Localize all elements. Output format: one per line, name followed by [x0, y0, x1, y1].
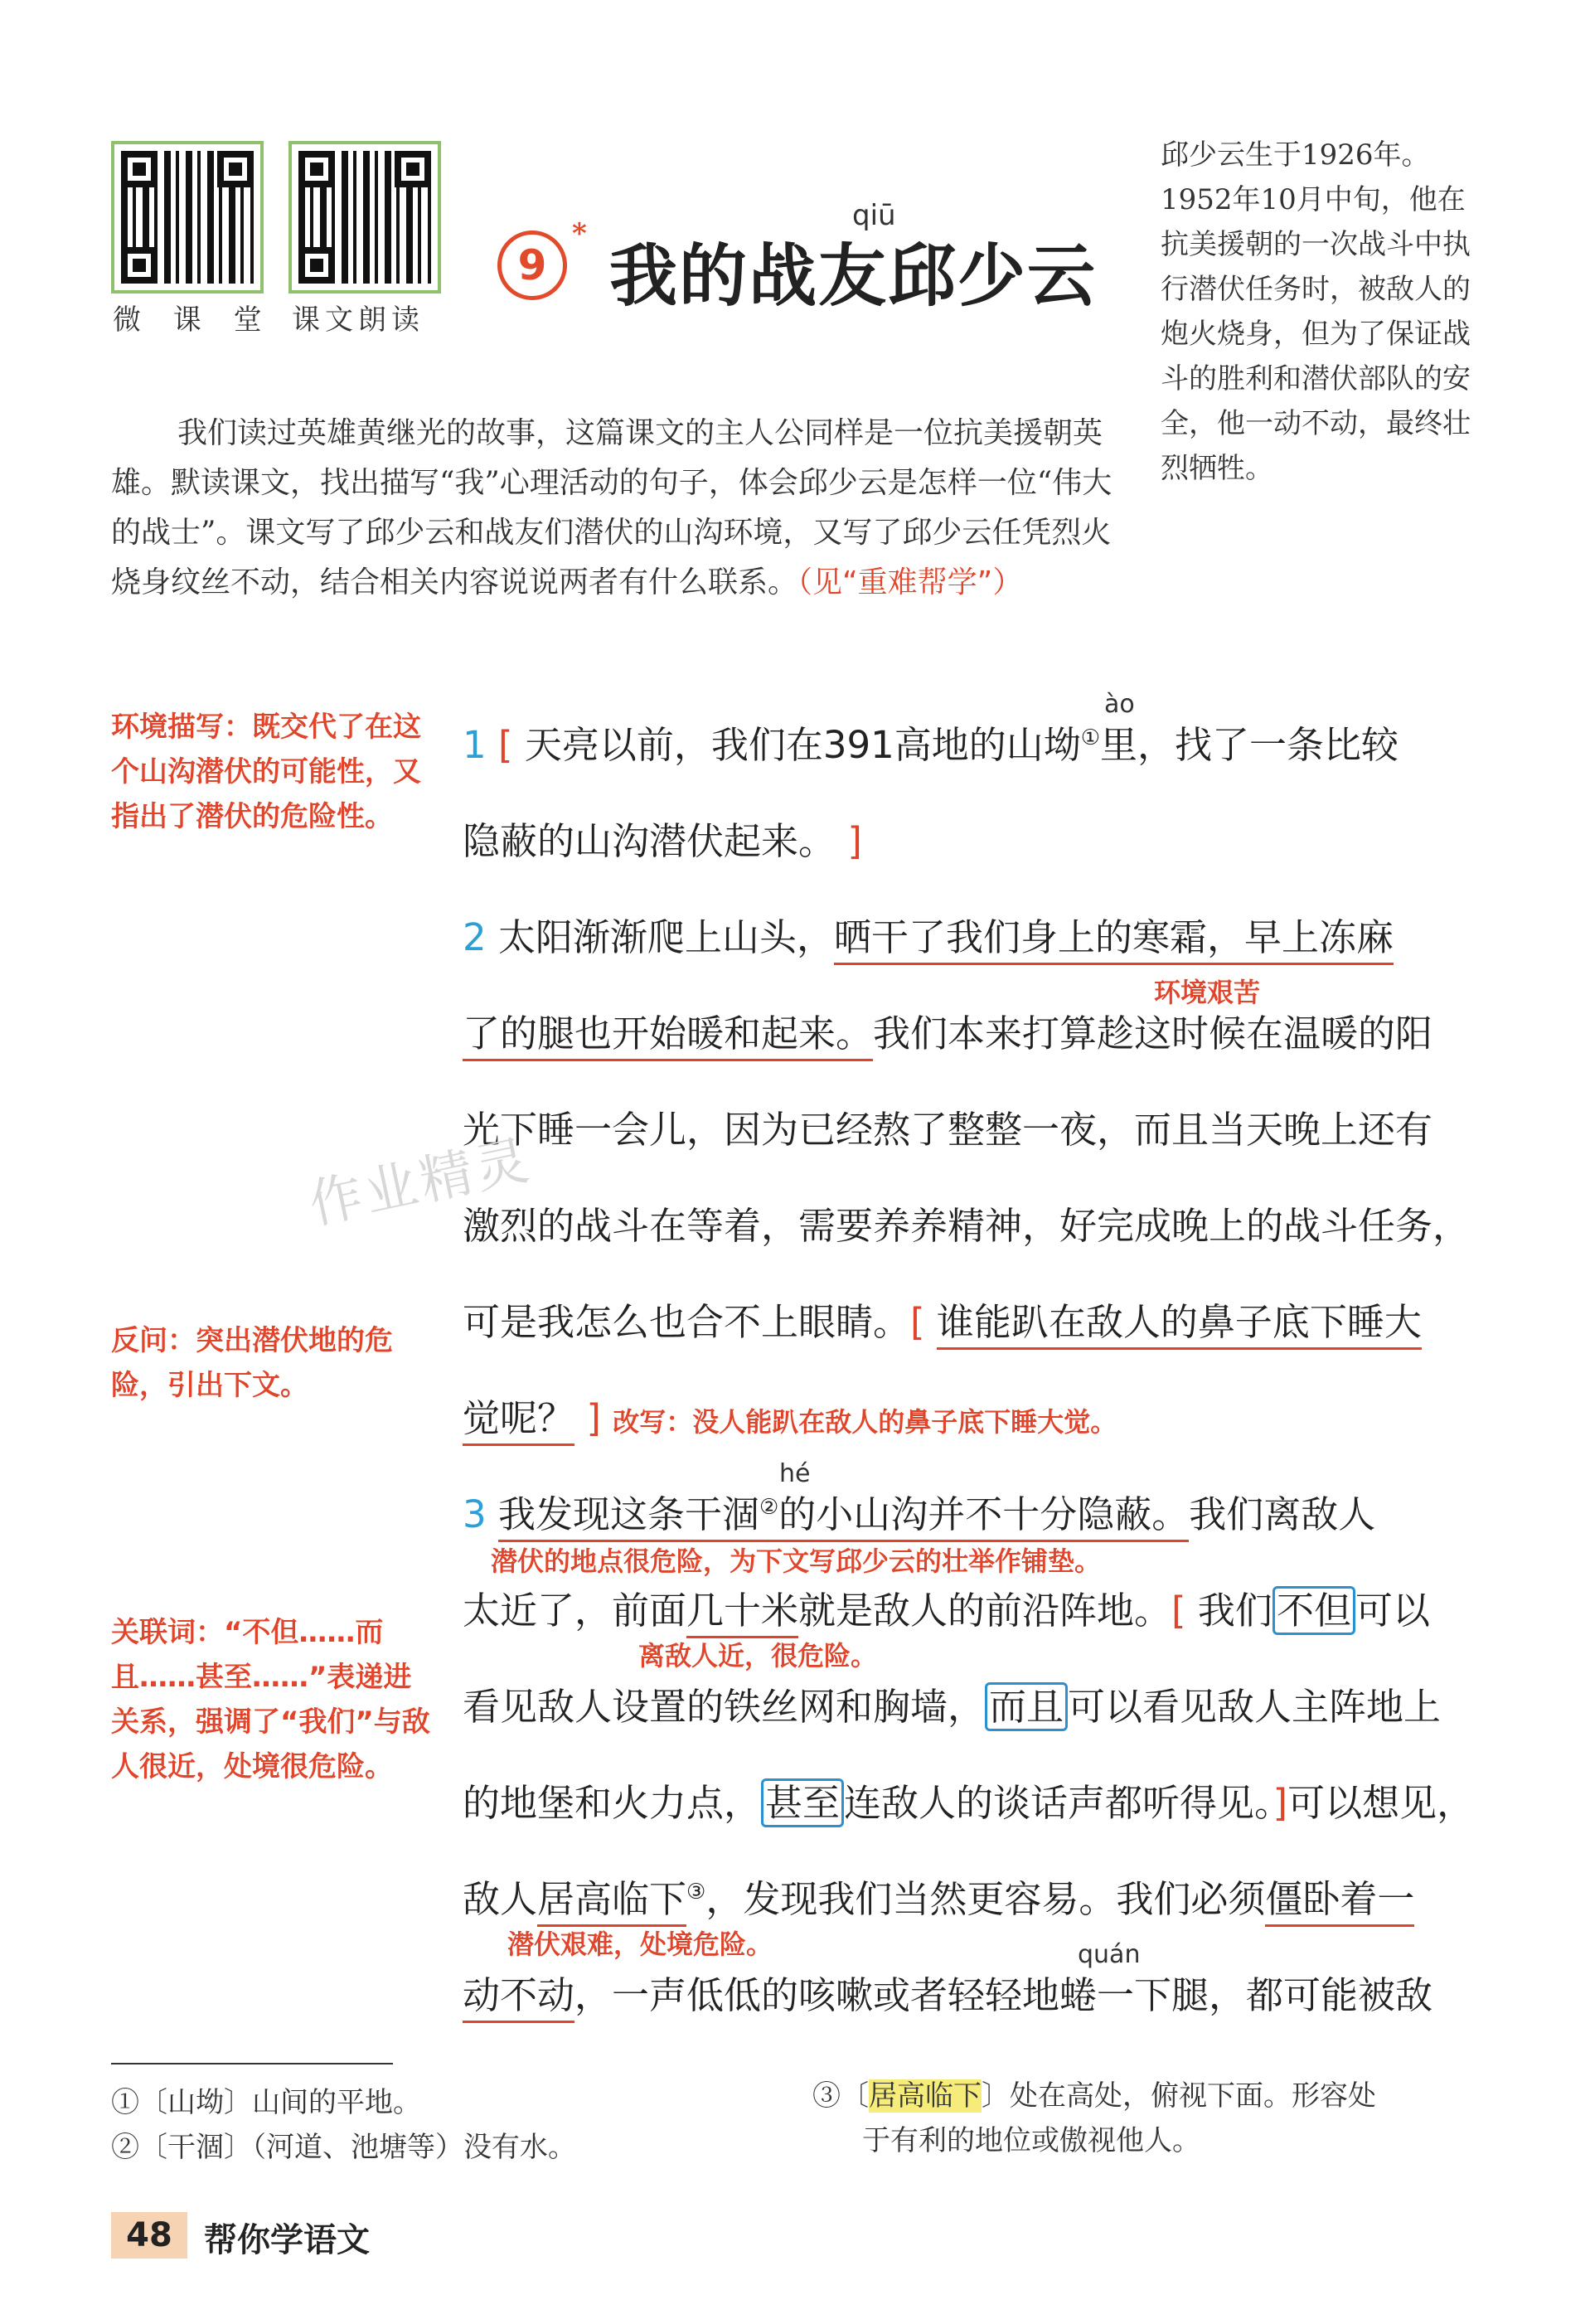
intro-text: 我们读过英雄黄继光的故事，这篇课文的主人公同样是一位抗美援朝英雄。默读课文，找出描写“我”心理活动的句子，体会邱少云是怎样一位“伟大的战士”。课文写了邱少云和战友们潜伏的山沟环境，又写了邱少云任凭烈火烧身纹丝不动，结合相关内容说说两者有什么联系。	[111, 416, 1113, 599]
keyword-budan: 不但	[1272, 1586, 1355, 1635]
p2-line-2: 了的腿也开始暖和起来。我们本来打算趁这时候在温暖的阳	[463, 1003, 1432, 1057]
p3-line-6: 动不动，一声低低的咳嗽或者轻轻地蜷一下腿，都可能被敌	[463, 1965, 1432, 2019]
keyword-shenzhi: 甚至	[761, 1778, 844, 1827]
p3-line-5: 敌人居高临下③，发现我们当然更容易。我们必须僵卧着一	[463, 1869, 1414, 1923]
paragraph-number: 1	[463, 723, 487, 767]
hero-bio: 邱少云生于1926年。1952年10月中旬，他在抗美援朝的一次战斗中执行潜伏任务时，被敌人的炮火烧身，但为了保证战斗的胜利和潜伏部队的安全，他一动不动，最终壮烈牺牲。	[1161, 138, 1471, 485]
p2-line-1: 2 太阳渐渐爬上山头，晒干了我们身上的寒霜，早上冻麻	[463, 907, 1394, 961]
footnote-1: ①〔山坳〕山间的平地。	[111, 2086, 421, 2119]
p1-line-2: 隐蔽的山沟潜伏起来。 ]	[463, 819, 862, 863]
p2-line-3: 光下睡一会儿，因为已经熬了整整一夜，而且当天晚上还有	[463, 1108, 1433, 1152]
p1-line-1: 1 [ 天亮以前，我们在391高地的山坳①里，找了一条比较	[463, 723, 1399, 767]
book-name: 帮你学语文	[204, 2221, 370, 2259]
reading-label: 课文朗读	[292, 303, 424, 337]
see-help-link[interactable]: （见“重难帮学”）	[797, 565, 1023, 599]
page-number: 48	[111, 2212, 187, 2259]
p2-line-4: 激烈的战斗在等着，需要养养精神，好完成晚上的战斗任务，	[463, 1204, 1471, 1248]
note-environment: 环境描写：既交代了在这个山沟潜伏的可能性，又指出了潜伏的危险性。	[111, 711, 421, 833]
note-rhetorical: 反问：突出潜伏地的危险，引出下文。	[111, 1324, 393, 1402]
p3-line-2: 太近了，前面几十米就是敌人的前沿阵地。[ 我们 不但 可以	[463, 1580, 1430, 1634]
annotation-harsh-environment: 环境艰苦	[1154, 977, 1261, 1008]
footnote-3-line-2: 于有利的地位或傲视他人。	[862, 2124, 1200, 2157]
paragraph-number: 3	[463, 1492, 487, 1536]
pinyin-qiu: qiū	[852, 199, 896, 232]
footnote-2: ②〔干涸〕（河道、池塘等）没有水。	[111, 2131, 576, 2164]
annotation-rewrite: 改写：没人能趴在敌人的鼻子底下睡大觉。	[613, 1406, 1117, 1438]
p3-line-4: 的地堡和火力点， 甚至 连敌人的谈话声都听得见。]可以想见，	[463, 1773, 1474, 1827]
optional-lesson-star: *	[572, 217, 587, 250]
micro-lesson-qr-code[interactable]	[111, 141, 264, 294]
micro-lesson-label: 微 课 堂	[113, 303, 274, 337]
footnote-3: ③〔居高临下〕处在高处，俯视下面。形容处	[812, 2079, 1376, 2113]
footnote-divider	[111, 2063, 393, 2064]
paragraph-number: 2	[463, 915, 487, 959]
keyword-erqie: 而且	[985, 1682, 1068, 1731]
lesson-number-badge: 9	[497, 230, 567, 300]
p3-line-3: 看见敌人设置的铁丝网和胸墙， 而且 可以看见敌人主阵地上	[463, 1676, 1441, 1730]
annotation-dangerous-spot: 潜伏的地点很危险，为下文写邱少云的壮举作铺垫。	[491, 1545, 1102, 1577]
watermark: 作业精灵	[303, 1129, 537, 1237]
pinyin-ao: ào	[1104, 690, 1135, 719]
annotation-close-enemy: 离敌人近，很危险。	[638, 1640, 878, 1671]
annotation-hard-hide: 潜伏艰难，处境危险。	[507, 1929, 773, 1960]
lesson-title: 我的战友邱少云	[609, 237, 1098, 316]
p2-line-6: 觉呢？ ] 改写：没人能趴在敌人的鼻子底下睡大觉。	[463, 1388, 1117, 1442]
lesson-intro	[111, 409, 1121, 608]
p3-line-1: 3 我发现这条干涸②的小山沟并不十分隐蔽。我们离敌人	[463, 1484, 1375, 1538]
pinyin-he: hé	[779, 1459, 811, 1488]
note-conjunction: 关联词：“不但……而且……甚至……”表递进关系，强调了“我们”与敌人很近，处境很危险。	[111, 1616, 430, 1783]
p2-line-5: 可是我怎么也合不上眼睛。[ 谁能趴在敌人的鼻子底下睡大	[463, 1292, 1422, 1346]
reading-audio-qr-code[interactable]	[288, 141, 441, 294]
pinyin-quan: quán	[1078, 1940, 1141, 1969]
